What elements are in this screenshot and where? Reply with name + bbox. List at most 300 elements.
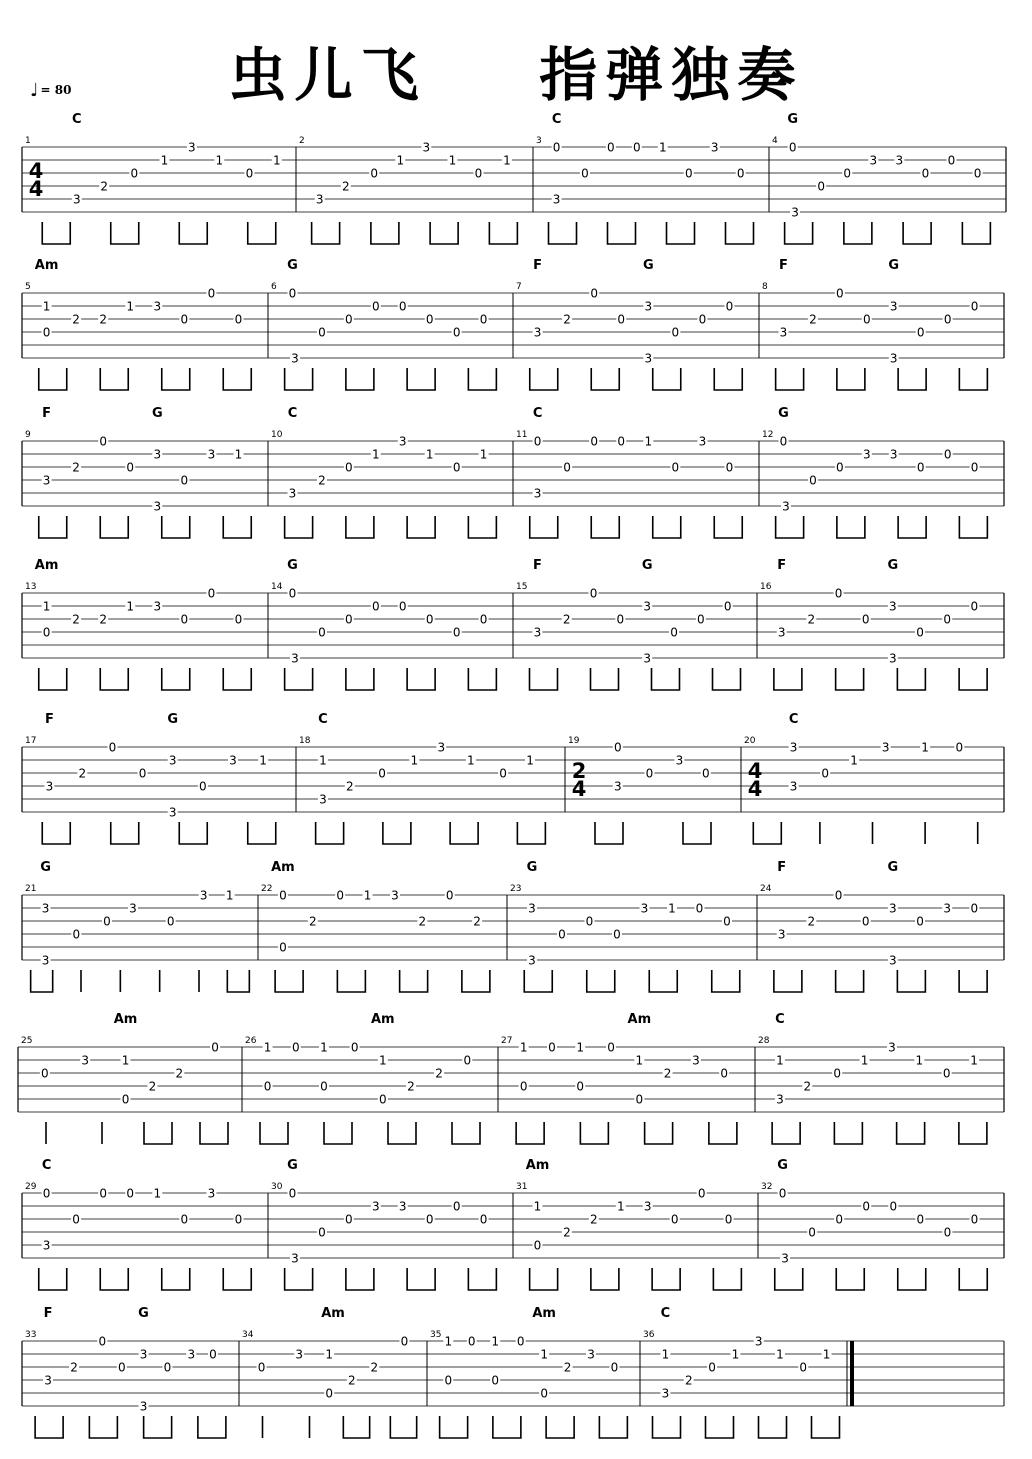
fret-number: 1 — [126, 299, 135, 314]
rhythm-beam — [452, 1122, 480, 1144]
fret-number: 0 — [833, 1066, 841, 1081]
fret-number: 0 — [921, 166, 930, 181]
rhythm-beam — [223, 668, 251, 690]
chord-symbol: C — [775, 1012, 785, 1027]
fret-number: 0 — [163, 1360, 172, 1375]
fret-number: 0 — [378, 766, 386, 781]
rhythm-beam — [285, 516, 313, 538]
fret-number: 3 — [41, 901, 50, 916]
fret-number: 0 — [444, 1373, 453, 1388]
rhythm-beam — [346, 516, 374, 538]
rhythm-beam — [468, 668, 496, 690]
rhythm-beam — [706, 1416, 734, 1438]
rhythm-beam — [652, 668, 680, 690]
rhythm-beam — [227, 970, 249, 992]
rhythm-beam — [898, 516, 926, 538]
fret-number: 3 — [207, 447, 216, 462]
chord-symbol: F — [779, 258, 788, 273]
tab-measure — [25, 406, 251, 538]
fret-number: 3 — [528, 953, 536, 968]
fret-number: 0 — [723, 914, 731, 929]
rhythm-beam — [383, 822, 411, 844]
chord-symbol: G — [526, 860, 538, 875]
fret-number: 0 — [916, 625, 924, 640]
fret-number: 0 — [474, 166, 483, 181]
fret-number: 1 — [644, 434, 653, 449]
chord-symbol: Am — [321, 1306, 345, 1321]
fret-number: 3 — [44, 1373, 52, 1388]
fret-number: 3 — [643, 599, 652, 614]
fret-number: 2 — [370, 1360, 379, 1375]
fret-number: 3 — [45, 779, 54, 794]
fret-number: 3 — [153, 447, 162, 462]
tab-system — [22, 258, 1004, 390]
fret-number: 0 — [180, 312, 189, 327]
rhythm-beam — [959, 368, 987, 390]
fret-number: 0 — [724, 1212, 733, 1227]
fret-number: 2 — [684, 1373, 693, 1388]
tab-measure — [271, 406, 496, 538]
fret-number: 1 — [234, 447, 243, 462]
page-title: 虫儿飞 指弹独奏 — [228, 41, 804, 109]
fret-number: 0 — [788, 140, 797, 155]
fret-number: 0 — [42, 325, 51, 340]
fret-number: 0 — [345, 612, 353, 627]
fret-number: 1 — [915, 1053, 924, 1068]
tab-measure — [516, 258, 742, 390]
fret-number: 0 — [445, 888, 454, 903]
tab-measure — [758, 1012, 987, 1144]
fret-number: 0 — [889, 1199, 898, 1214]
rhythm-beam — [524, 970, 552, 992]
fret-number: 3 — [889, 651, 897, 666]
rhythm-beam — [440, 1416, 468, 1438]
time-signature-bottom: 4 — [28, 177, 44, 201]
rhythm-beam — [712, 970, 740, 992]
rhythm-beam — [645, 1122, 673, 1144]
rhythm-beam — [407, 516, 435, 538]
rhythm-beam — [836, 668, 864, 690]
fret-number: 3 — [533, 325, 542, 340]
tempo-label: = 80 — [40, 83, 72, 97]
time-signature-top: 2 — [571, 759, 587, 783]
fret-number: 3 — [640, 901, 649, 916]
fret-number: 2 — [72, 312, 80, 327]
rhythm-beam — [100, 1268, 128, 1290]
fret-number: 3 — [779, 325, 788, 340]
time-signature-bottom: 4 — [747, 777, 763, 801]
fret-number: 3 — [129, 901, 137, 916]
rhythm-beam — [653, 1416, 681, 1438]
fret-number: 0 — [452, 1199, 461, 1214]
fret-number: 1 — [921, 740, 929, 755]
measure-number: 29 — [25, 1182, 37, 1192]
fret-number: 0 — [279, 888, 287, 903]
fret-number: 1 — [363, 888, 372, 903]
fret-number: 0 — [72, 1212, 80, 1227]
fret-number: 0 — [398, 599, 407, 614]
fret-number: 0 — [808, 1225, 816, 1240]
tab-measure — [510, 860, 740, 992]
chord-symbol: Am — [271, 860, 295, 875]
fret-number: 1 — [126, 599, 135, 614]
chord-symbol: G — [151, 406, 163, 421]
rhythm-beam — [897, 668, 925, 690]
rhythm-beam — [100, 516, 128, 538]
chord-symbol: C — [551, 112, 562, 127]
fret-number: 0 — [670, 625, 678, 640]
rhythm-beam — [407, 368, 435, 390]
fret-number: 3 — [139, 1347, 148, 1362]
rhythm-beam — [248, 822, 276, 844]
rhythm-beam — [388, 1122, 416, 1144]
fret-number: 0 — [708, 1360, 716, 1375]
fret-number: 0 — [779, 434, 788, 449]
fret-number: 0 — [42, 625, 51, 640]
fret-number: 1 — [970, 1053, 978, 1068]
fret-number: 1 — [259, 753, 267, 768]
fret-number: 1 — [668, 901, 676, 916]
chord-symbol: F — [532, 558, 542, 573]
rhythm-beam — [223, 516, 251, 538]
chord-symbol: G — [287, 558, 298, 573]
rhythm-beam — [836, 970, 864, 992]
fret-number: 0 — [613, 740, 622, 755]
rhythm-beam — [111, 222, 139, 244]
fret-number: 3 — [644, 299, 653, 314]
fret-number: 1 — [410, 753, 419, 768]
measure-number: 15 — [516, 582, 528, 592]
fret-number: 2 — [563, 312, 571, 327]
fret-number: 3 — [943, 901, 952, 916]
rhythm-beam — [683, 822, 711, 844]
fret-number: 0 — [207, 586, 216, 601]
fret-number: 0 — [126, 1186, 135, 1201]
fret-number: 2 — [563, 1360, 572, 1375]
rhythm-beam — [462, 970, 490, 992]
fret-number: 1 — [526, 753, 534, 768]
rhythm-beam — [450, 822, 478, 844]
fret-number: 2 — [308, 914, 317, 929]
fret-number: 1 — [776, 1053, 784, 1068]
rhythm-beam — [407, 1268, 435, 1290]
tab-measure — [761, 1158, 987, 1290]
fret-number: 0 — [533, 1238, 542, 1253]
rhythm-beam — [312, 222, 340, 244]
measure-number: 11 — [516, 430, 528, 440]
fret-number: 0 — [563, 460, 571, 475]
fret-number: 1 — [444, 1334, 453, 1349]
fret-number: 2 — [148, 1079, 157, 1094]
tab-measure — [245, 1012, 480, 1144]
fret-number: 1 — [850, 753, 858, 768]
fret-number: 0 — [371, 599, 380, 614]
measure-number: 31 — [516, 1182, 528, 1192]
rhythm-beam — [959, 668, 987, 690]
measure-number: 34 — [242, 1330, 254, 1340]
rhythm-beam — [346, 668, 374, 690]
rhythm-beam — [39, 368, 67, 390]
fret-number: 3 — [199, 888, 208, 903]
fret-number: 3 — [207, 1186, 216, 1201]
fret-number: 0 — [345, 312, 353, 327]
tab-measure — [25, 558, 251, 690]
rhythm-beam — [774, 668, 802, 690]
chord-symbol: G — [887, 558, 899, 573]
rhythm-beam — [39, 668, 67, 690]
rhythm-beam — [390, 1416, 416, 1438]
tab-measure — [25, 258, 251, 390]
measure-number: 5 — [25, 282, 31, 292]
fret-number: 0 — [479, 312, 488, 327]
fret-number: 2 — [175, 1066, 184, 1081]
fret-number: 2 — [418, 914, 427, 929]
fret-number: 1 — [42, 599, 51, 614]
fret-number: 0 — [99, 1186, 108, 1201]
fret-number: 1 — [319, 753, 327, 768]
tab-measure — [643, 1306, 840, 1438]
rhythm-beam — [759, 1416, 787, 1438]
chord-symbol: G — [167, 712, 179, 727]
fret-number: 3 — [644, 351, 653, 366]
fret-number: 0 — [843, 166, 852, 181]
measure-number: 10 — [271, 430, 283, 440]
fret-number: 2 — [72, 460, 80, 475]
tab-measure — [430, 1306, 627, 1438]
fret-number: 0 — [245, 166, 254, 181]
fret-number: 0 — [809, 473, 817, 488]
rhythm-beam — [337, 970, 365, 992]
rhythm-beam — [599, 1416, 627, 1438]
fret-number: 0 — [345, 1212, 353, 1227]
tab-measure — [568, 736, 711, 844]
tab-measure — [21, 1012, 228, 1144]
fret-number: 2 — [563, 1225, 571, 1240]
fret-number: 0 — [211, 1040, 219, 1055]
rhythm-beam — [903, 222, 931, 244]
fret-number: 0 — [516, 1334, 525, 1349]
fret-number: 1 — [540, 1347, 548, 1362]
fret-number: 0 — [425, 612, 434, 627]
fret-number: 0 — [943, 612, 952, 627]
fret-number: 0 — [617, 434, 626, 449]
fret-number: 0 — [291, 1040, 300, 1055]
fret-number: 1 — [519, 1040, 528, 1055]
measure-number: 35 — [430, 1330, 442, 1340]
fret-number: 1 — [272, 153, 281, 168]
chord-symbol: C — [41, 1158, 52, 1173]
fret-number: 2 — [663, 1066, 672, 1081]
quarter-note-icon: ♩ — [30, 80, 39, 101]
fret-number: 1 — [42, 299, 51, 314]
fret-number: 2 — [99, 612, 108, 627]
tab-measure — [516, 406, 742, 538]
fret-number: 0 — [670, 1212, 679, 1227]
fret-number: 0 — [99, 434, 108, 449]
fret-number: 1 — [860, 1053, 869, 1068]
fret-number: 3 — [776, 1092, 784, 1107]
fret-number: 0 — [533, 434, 542, 449]
fret-number: 0 — [671, 460, 680, 475]
rhythm-beam — [713, 668, 741, 690]
fret-number: 0 — [616, 612, 625, 627]
rhythm-beam — [587, 970, 615, 992]
time-signature-top: 4 — [747, 759, 763, 783]
rhythm-beam — [959, 516, 987, 538]
rhythm-beam — [649, 970, 677, 992]
fret-number: 1 — [320, 1040, 328, 1055]
fret-number: 0 — [943, 447, 952, 462]
tab-measure — [516, 1158, 741, 1290]
chord-symbol: G — [777, 1158, 788, 1173]
measure-number: 28 — [758, 1036, 770, 1046]
fret-number: 3 — [869, 153, 878, 168]
fret-number: 3 — [661, 1386, 670, 1401]
rhythm-beam — [595, 822, 623, 844]
fret-number: 0 — [452, 325, 461, 340]
rhythm-beam — [407, 668, 435, 690]
measure-number: 21 — [25, 884, 37, 894]
fret-number: 0 — [98, 1334, 107, 1349]
fret-number: 0 — [370, 166, 379, 181]
rhythm-beam — [591, 668, 619, 690]
fret-number: 0 — [108, 740, 117, 755]
tab-measure — [271, 1158, 496, 1290]
fret-number: 2 — [99, 312, 108, 327]
fret-number: 3 — [533, 486, 542, 501]
fret-number: 3 — [881, 740, 890, 755]
fret-number: 0 — [916, 1212, 925, 1227]
tab-measure — [536, 112, 754, 244]
fret-number: 0 — [610, 1360, 619, 1375]
fret-number: 3 — [319, 792, 327, 807]
fret-number: 3 — [698, 434, 707, 449]
fret-number: 0 — [970, 460, 979, 475]
fret-number: 2 — [318, 473, 326, 488]
tab-measure — [299, 136, 517, 244]
measure-number: 13 — [25, 582, 37, 592]
fret-number: 0 — [970, 901, 979, 916]
fret-number: 3 — [789, 740, 798, 755]
tab-measure — [501, 1012, 737, 1144]
rhythm-beam — [324, 1122, 352, 1144]
fret-number: 0 — [320, 1079, 328, 1094]
fret-number: 3 — [437, 740, 446, 755]
fret-number: 1 — [479, 447, 488, 462]
fret-number: 0 — [288, 1186, 297, 1201]
fret-number: 3 — [587, 1347, 595, 1362]
fret-number: 3 — [168, 753, 177, 768]
fret-number: 0 — [817, 179, 825, 194]
fret-number: 3 — [889, 599, 897, 614]
rhythm-beam — [898, 368, 926, 390]
fret-number: 0 — [701, 766, 710, 781]
rhythm-beam — [468, 516, 496, 538]
fret-number: 0 — [617, 312, 626, 327]
fret-number: 0 — [452, 625, 461, 640]
fret-number: 0 — [607, 1040, 615, 1055]
rhythm-beam — [962, 222, 990, 244]
rhythm-beam — [844, 222, 872, 244]
fret-number: 0 — [548, 1040, 556, 1055]
measure-number: 20 — [744, 736, 756, 746]
rhythm-beam — [275, 970, 303, 992]
chord-symbol: Am — [34, 558, 59, 573]
rhythm-beam — [516, 1122, 544, 1144]
fret-number: 0 — [695, 901, 704, 916]
fret-number: 3 — [754, 1334, 763, 1349]
rhythm-beam — [179, 222, 207, 244]
chord-symbol: G — [778, 406, 789, 421]
fret-number: 3 — [391, 888, 399, 903]
fret-number: 0 — [585, 914, 594, 929]
measure-number: 25 — [21, 1036, 33, 1046]
chord-symbol: C — [72, 112, 82, 127]
fret-number: 2 — [590, 1212, 598, 1227]
rhythm-beam — [591, 1268, 619, 1290]
fret-number: 0 — [684, 166, 693, 181]
fret-number: 3 — [72, 192, 81, 207]
fret-number: 1 — [467, 753, 475, 768]
fret-number: 3 — [291, 651, 299, 666]
measure-number: 22 — [261, 884, 273, 894]
time-signature-bottom: 4 — [571, 777, 587, 801]
tab-system — [22, 112, 1006, 244]
fret-number: 2 — [345, 779, 354, 794]
rhythm-beam — [179, 822, 207, 844]
measure-number: 1 — [25, 136, 31, 146]
fret-number: 0 — [425, 1212, 434, 1227]
final-bar-line — [850, 1341, 854, 1406]
chord-symbol: C — [532, 406, 543, 421]
fret-number: 1 — [658, 140, 667, 155]
rhythm-beam — [42, 222, 70, 244]
fret-number: 1 — [263, 1040, 272, 1055]
fret-number: 0 — [821, 766, 829, 781]
tab-measure — [760, 558, 987, 690]
rhythm-beam — [260, 1122, 288, 1144]
fret-number: 0 — [166, 914, 175, 929]
fret-number: 0 — [581, 166, 589, 181]
fret-number: 3 — [643, 1199, 652, 1214]
rhythm-beam — [162, 368, 190, 390]
chord-symbol: C — [788, 712, 799, 727]
rhythm-beam — [223, 368, 251, 390]
fret-number: 3 — [862, 447, 871, 462]
fret-number: 3 — [187, 1347, 196, 1362]
chord-symbol: G — [887, 860, 899, 875]
fret-number: 2 — [473, 914, 481, 929]
fret-number: 2 — [435, 1066, 443, 1081]
rhythm-beam — [772, 1122, 800, 1144]
rhythm-beam — [959, 970, 987, 992]
time-signature-top: 4 — [28, 159, 44, 183]
rhythm-beam — [111, 822, 139, 844]
rhythm-beam — [652, 1268, 680, 1290]
fret-number: 1 — [731, 1347, 740, 1362]
rhythm-beam — [898, 1268, 926, 1290]
fret-number: 3 — [791, 205, 799, 220]
fret-number: 3 — [777, 927, 786, 942]
fret-number: 0 — [947, 153, 956, 168]
fret-number: 0 — [325, 1386, 334, 1401]
tab-system — [22, 1158, 1004, 1290]
measure-number: 30 — [271, 1182, 283, 1192]
tab-system — [22, 406, 1004, 538]
tab-measure — [299, 712, 545, 844]
chord-symbol: G — [287, 1158, 298, 1173]
measure-number: 2 — [299, 136, 305, 146]
